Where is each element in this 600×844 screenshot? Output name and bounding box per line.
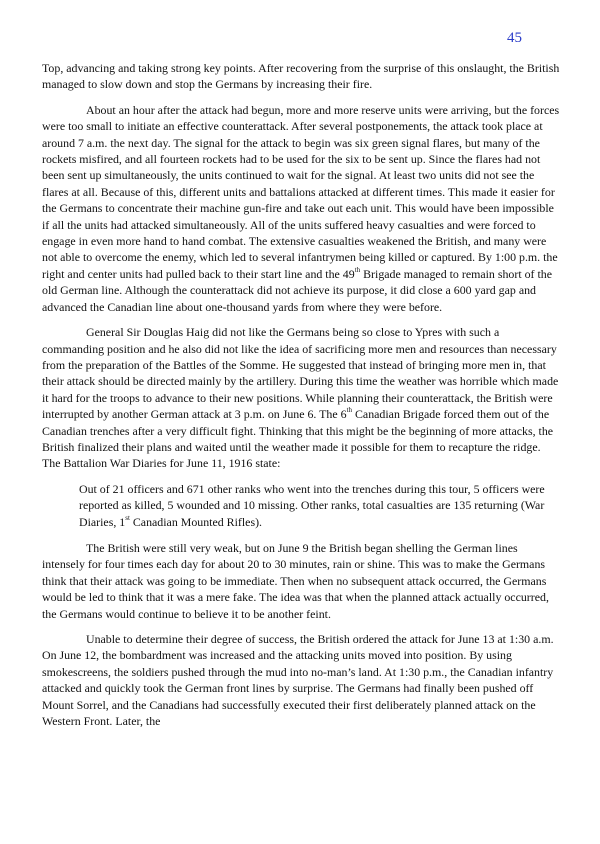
ordinal-suffix: st bbox=[125, 513, 130, 522]
ordinal-suffix: th bbox=[354, 265, 361, 274]
quote-text: Out of 21 officers and 671 other ranks who went into the trenches during this tour, 5 officers were reported as killed, 5 wounded and 10 missing. Other ranks, total casualties are 135 returning (War Diaries, 1 bbox=[79, 481, 545, 529]
page-number: 45 bbox=[507, 30, 522, 46]
ordinal-suffix: th bbox=[346, 406, 353, 415]
quote-text: Canadian Mounted Rifles). bbox=[129, 514, 262, 529]
paragraph-shelling: The British were still very weak, but on June 9 the British began shelling the German lines intensely for four times each day for about 20 to 30 minutes, rain or shine. This was to make the Germans think that their attack was going to be immediate. Then when no subsequent attack occurred, the Germans would be led to think that it was a mere fake. The idea was that when the planned attack actually occurred, the Germans would continue to believe it to be another feint. bbox=[42, 540, 549, 621]
paragraph-text: General Sir Douglas Haig did not like the Germans being so close to Ypres with such a commanding position and he also did not like the idea of sacrificing more men and resources than necessary from the preparation of the Battles of the Somme. He suggested that instead of bringing more men in, that their attack should be directed mainly by the artillery. During this time the weather was horrible which made it hard for the troops to advance to their new positions. While planning their counterattack, the British were interrupted by another German attack at 3 p.m. on June 6. The 6 bbox=[42, 325, 559, 422]
paragraph-text: About an hour after the attack had begun, more and more reserve units were arriving, but the forces were too small to initiate an effective counterattack. After several postponements, the attack took place at around 7 a.m. the next day. The signal for the attack to begin was six green signal flares, but many of the rockets misfired, and all fourteen rockets had to be used for the six to be sent up. Since the flares had not been sent up simultaneously, the units continued to wait for the signal. At least two units did not see the flares at all. Because of this, different units and battalions attacked at different times. This made it easier for the Germans to concentrate their machine gun-fire and take out each unit. This would have been impossible if all the units had attacked simultaneously. All of the units suffered heavy casualties and were forced to engage in even more hand to hand combat. The extensive casualties weakened the British, and many were not able to overcome the enemy, which led to several infantrymen being killed or captured. By 1:00 p.m. the right and center units had pulled back to their start line and the 49 bbox=[42, 102, 560, 281]
block-quote bbox=[79, 481, 552, 530]
paragraph-text: Brigade managed to remain short of the old German line. Although the counterattack did not achieve its purpose, it did close a 600 yard gap and advanced the Canadian line about one-thousand yards from where they were before. bbox=[42, 266, 552, 314]
document-body bbox=[42, 60, 560, 738]
paragraph-text: Canadian Brigade forced them out of the Canadian trenches after a very difficult fight. Thinking that this might be the beginning of more attacks, the British finalized their plans and waited until the weather made it possible for them to recapture the ridge. The Battalion War Diaries for June 11, 1916 state: bbox=[42, 407, 554, 471]
paragraph-haig bbox=[42, 324, 560, 472]
paragraph-counterattack bbox=[42, 102, 560, 315]
paragraph-attack: Unable to determine their degree of success, the British ordered the attack for June 13 at 1:30 a.m. On June 12, the bombardment was increased and the attacking units moved into position. By using smokescreens, the soldiers pushed through the mud into no-man’s land. At 1:30 p.m., the Canadian infantry attacked and quickly took the German front lines by surprise. The Germans had finally been pushed off Mount Sorrel, and the Canadians had successfully executed their first deliberately planned attack on the Western Front. Later, the bbox=[42, 632, 554, 729]
paragraph-continuation: Top, advancing and taking strong key points. After recovering from the surprise of this onslaught, the British managed to slow down and stop the Germans by increasing their fire. bbox=[42, 61, 560, 92]
